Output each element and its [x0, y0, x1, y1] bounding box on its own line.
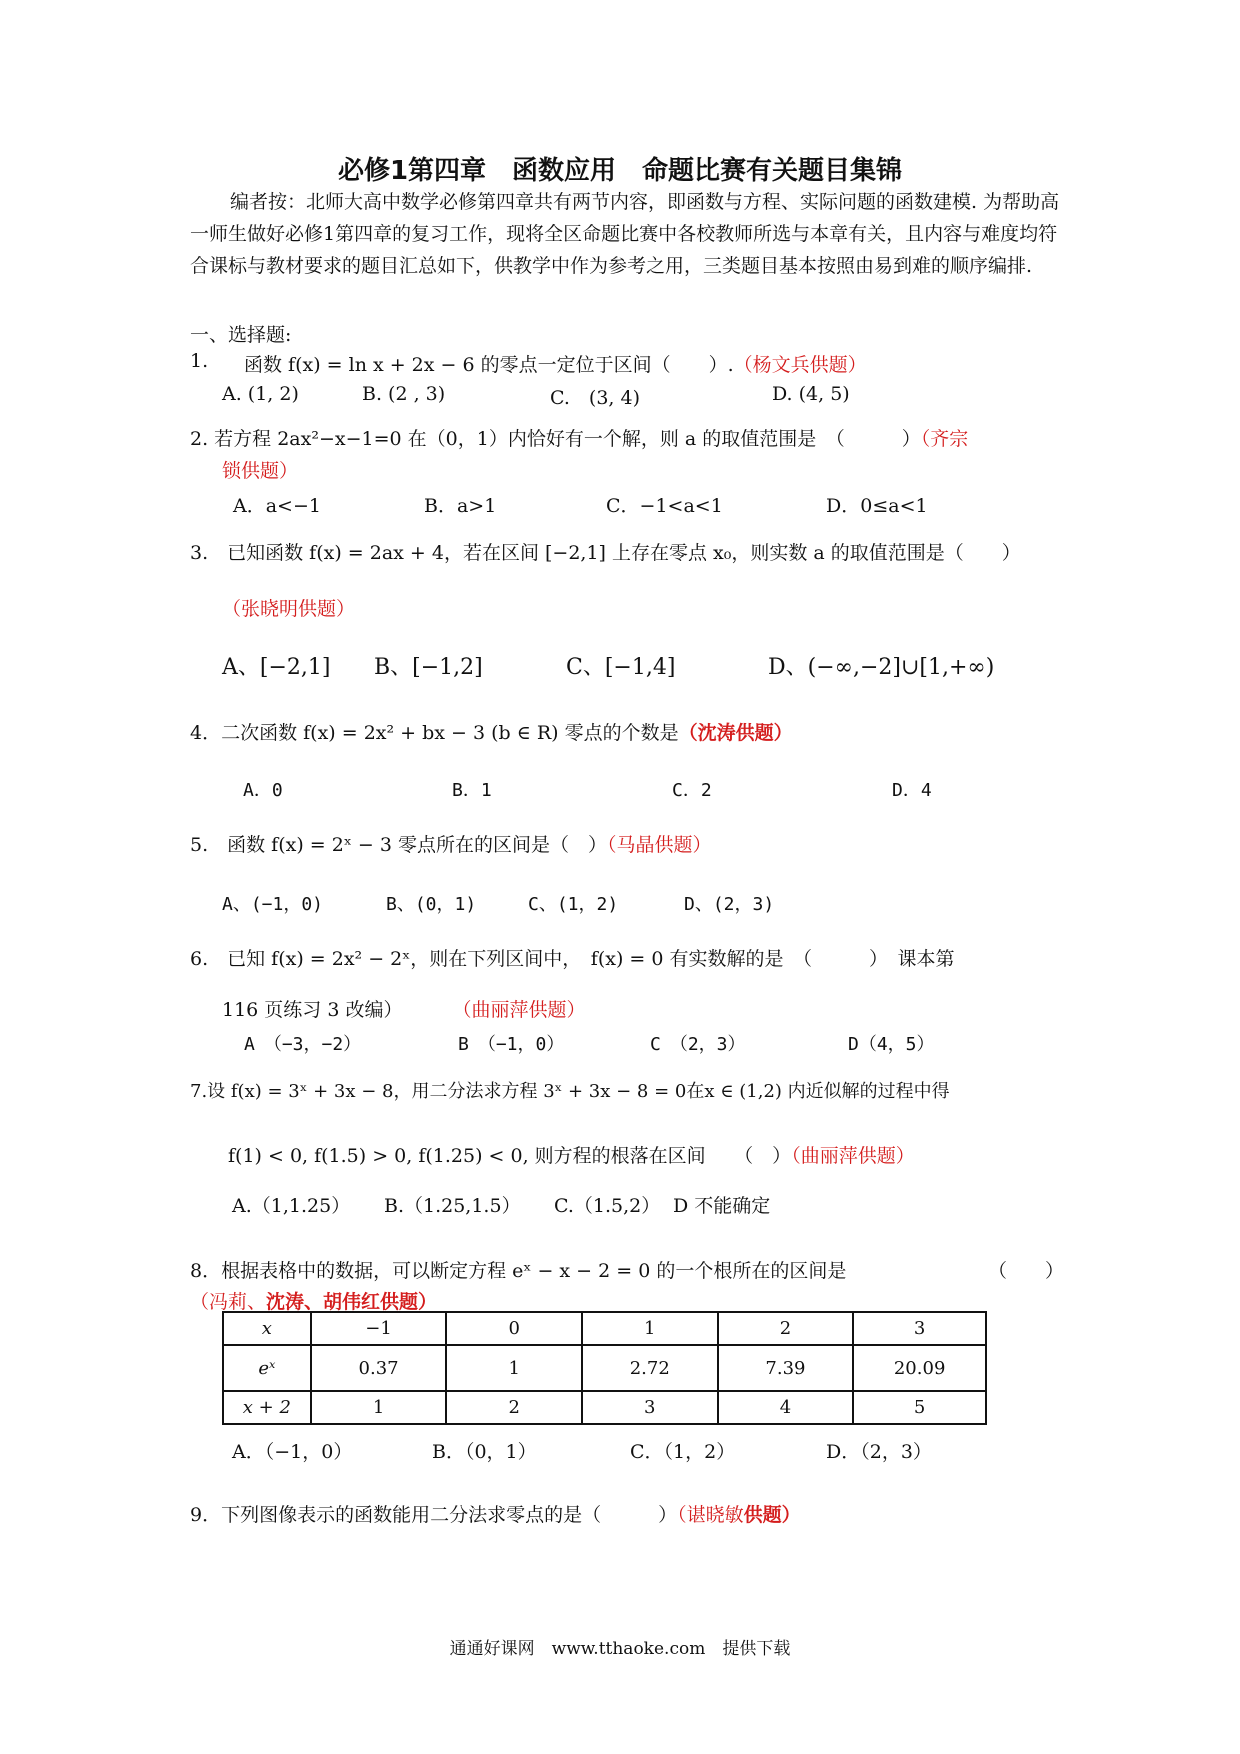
q5-option-b: B、(0，1) [386, 894, 477, 915]
table-cell: 3 [853, 1312, 986, 1345]
q8-source-a: （冯莉、 [190, 1291, 267, 1313]
q4-option-b: B．1 [452, 780, 492, 801]
table-cell: x [223, 1312, 311, 1345]
q7-stem: 7.设 f(x) = 3ˣ + 3x − 8，用二分法求方程 3ˣ + 3x − 8 = 0在x ∈ (1,2) 内近似解的过程中得 [190, 1081, 950, 1102]
table-cell: eˣ [223, 1345, 311, 1391]
q8-source-b: 沈涛、胡伟红供题） [266, 1291, 438, 1313]
q6-stem-line2 [222, 995, 586, 1022]
q3-source: （张晓明供题） [222, 598, 356, 620]
q8-option-d: D．（2，3） [826, 1441, 932, 1463]
table-cell: 2.72 [582, 1345, 718, 1391]
q1-option-c: C. (3, 4) [550, 387, 640, 409]
q3-stem: 3. 已知函数 f(x) = 2ax + 4，若在区间 [−2,1] 上存在零点 x₀，则实数 a 的取值范围是（ ） [190, 542, 1021, 564]
q7-stem-line2 [228, 1141, 915, 1168]
q3-option-c: C、[−1,4] [566, 655, 676, 680]
q1-text: 函数 f(x) = ln x + 2x − 6 的零点一定位于区间（ ）. [244, 354, 734, 376]
q2-option-b: B．a>1 [424, 495, 497, 517]
table-cell: 1 [311, 1391, 447, 1424]
q4-source: （沈涛供题） [678, 722, 793, 744]
table-cell: 2 [718, 1312, 854, 1345]
table-cell: 4 [718, 1391, 854, 1424]
q5-option-c: C、(1，2) [528, 894, 619, 915]
q4-option-a: A．0 [243, 780, 283, 801]
q6-option-d: D（4，5） [848, 1034, 935, 1055]
q1-option-d: D. (4, 5) [772, 383, 850, 405]
table-row [223, 1391, 986, 1424]
table-cell: 3 [582, 1391, 718, 1424]
q9-source-a: （谌晓敏 [677, 1504, 744, 1526]
q1-option-b: B. (2 , 3) [362, 383, 446, 405]
q1-number: 1. [190, 350, 209, 372]
q7-text2: f(1) < 0, f(1.5) > 0, f(1.25) < 0, 则方程的根落在区间 （ ） [228, 1145, 792, 1167]
q3-option-b: B、[−1,2] [374, 655, 483, 680]
page-title: 必修1第四章 函数应用 命题比赛有关题目集锦 [337, 156, 903, 186]
q5-option-d: D、(2，3) [684, 894, 775, 915]
q6-text2: 116 页练习 3 改编） [222, 999, 403, 1021]
q7-option-b: B.（1.25,1.5） [384, 1195, 521, 1217]
table-cell: x + 2 [223, 1391, 311, 1424]
q6-option-a: A （−3，−2） [244, 1034, 362, 1055]
q1-stem [244, 350, 867, 377]
q4-option-d: D．4 [892, 780, 932, 801]
q6-source: （曲丽萍供题） [452, 999, 586, 1021]
section-heading: 一、选择题: [190, 324, 292, 346]
table-cell: 2 [446, 1391, 582, 1424]
table-row [223, 1312, 986, 1345]
q9-stem [190, 1500, 801, 1527]
q7-source: （曲丽萍供题） [791, 1145, 915, 1167]
q8-option-c: C．（1，2） [630, 1441, 736, 1463]
q8-data-table [222, 1311, 987, 1425]
q3-option-a: A、[−2,1] [222, 655, 331, 680]
q2-option-d: D．0≤a<1 [826, 495, 928, 517]
q3-option-d: D、(−∞,−2]∪[1,+∞) [768, 655, 995, 680]
table-cell: 0.37 [311, 1345, 447, 1391]
q4-option-c: C．2 [672, 780, 712, 801]
q8-answer-paren: （ ） [988, 1260, 1065, 1282]
q2-stem [190, 424, 968, 451]
table-cell: 5 [853, 1391, 986, 1424]
q9-source-b: 供题） [743, 1504, 801, 1526]
table-row [223, 1345, 986, 1391]
q8-source [190, 1287, 437, 1314]
table-cell: −1 [311, 1312, 447, 1345]
q2-text: 2. 若方程 2ax²−x−1=0 在（0，1）内恰好有一个解，则 a 的取值范围是 （ ） [190, 428, 921, 450]
q8-stem: 8．根据表格中的数据，可以断定方程 eˣ − x − 2 = 0 的一个根所在的区间是 [190, 1260, 847, 1282]
intro-paragraph [190, 186, 1060, 282]
q2-source-a: （齐宗 [920, 428, 969, 450]
intro-text: 编者按：北师大高中数学必修第四章共有两节内容，即函数与方程、实际问题的函数建模. 为帮助高一师生做好必修1第四章的复习工作，现将全区命题比赛中各校教师所选与本章有关，且内容与难度均符合课标与教材要求的题目汇总如下，供教学中作为参考之用，三类题目基本按照由易到难的顺序编排. [190, 191, 1060, 277]
q2-source-b: 锁供题） [222, 460, 299, 482]
q8-option-a: A．（−1，0） [232, 1441, 353, 1463]
q2-option-a: A．a<−1 [233, 495, 321, 517]
q7-option-d: D 不能确定 [673, 1195, 771, 1217]
q7-option-a: A.（1,1.25） [232, 1195, 351, 1217]
q5-stem [190, 830, 712, 857]
q8-option-b: B．（0，1） [432, 1441, 537, 1463]
q6-stem: 6. 已知 f(x) = 2x² − 2ˣ，则在下列区间中， f(x) = 0 有实数解的是 （ ） 课本第 [190, 948, 955, 970]
q5-source: （马晶供题） [607, 834, 712, 856]
q4-stem [190, 718, 793, 745]
q1-option-a: A. (1, 2) [222, 383, 299, 405]
table-cell: 20.09 [853, 1345, 986, 1391]
q4-text: 4．二次函数 f(x) = 2x² + bx − 3 (b ∈ R) 零点的个数是 [190, 722, 679, 744]
q6-option-c: C （2，3） [650, 1034, 746, 1055]
q2-option-c: C．−1<a<1 [606, 495, 723, 517]
q5-option-a: A、(−1，0) [222, 894, 324, 915]
q6-option-b: B （−1，0） [458, 1034, 565, 1055]
q7-option-c: C.（1.5,2） [554, 1195, 661, 1217]
table-cell: 7.39 [718, 1345, 854, 1391]
q5-text: 5. 函数 f(x) = 2ˣ − 3 零点所在的区间是（ ） [190, 834, 608, 856]
q1-source: （杨文兵供题） [733, 354, 867, 376]
page-footer: 通通好课网 www.tthaoke.com 提供下载 [449, 1639, 791, 1659]
table-cell: 1 [582, 1312, 718, 1345]
q9-text: 9．下列图像表示的函数能用二分法求零点的是（ ） [190, 1504, 678, 1526]
table-cell: 1 [446, 1345, 582, 1391]
table-cell: 0 [446, 1312, 582, 1345]
